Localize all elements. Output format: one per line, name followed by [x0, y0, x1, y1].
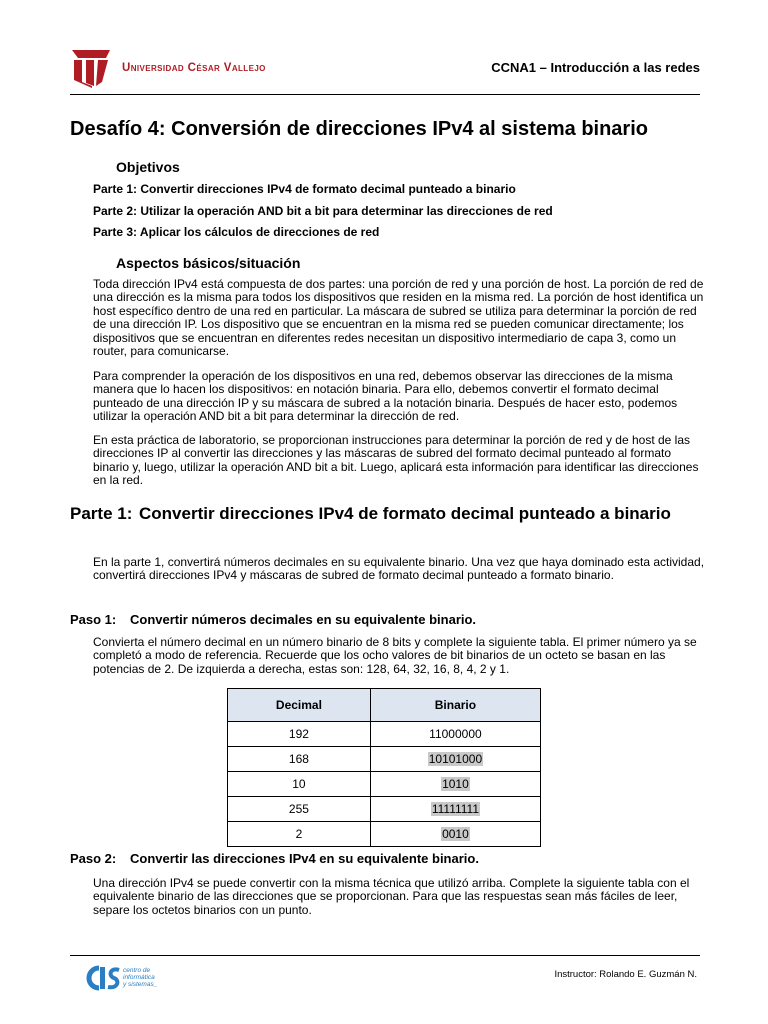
table-row	[228, 797, 541, 822]
aspectos-paragraph: Toda dirección IPv4 está compuesta de dos partes: una porción de red y una porción de host. La porción de red de una dirección es la misma para todos los dispositivos que residen en la misma red. La porción de host identifica un host específico dentro de una red en particular. La máscara de subred se utiliza para determinar la porción de red de una dirección IP. Los dispositivo que se encuentran en la misma red se pueden comunicar directamente; los dispositivos que se encuentran en diferentes redes necesitan un dispositivo intermediario de capa 3, como un router, para comunicarse.	[93, 277, 704, 359]
aspectos-paragraph: En esta práctica de laboratorio, se proporcionan instrucciones para determinar la porción de red y de host de las direcciones IP al convertir las direcciones y las máscaras de subred del formato decimal punteado al formato binario y, luego, utilizar la operación AND bit a bit. Luego, aplicará esta información para identificar las direcciones en la red.	[93, 433, 699, 488]
binary-answer[interactable]: 1010	[442, 777, 469, 791]
cis-line: centro de	[123, 967, 151, 974]
aspectos-paragraph: Para comprender la operación de los dispositivos en una red, debemos observar las direcciones de la misma manera que lo hacen los dispositivos: en notación binaria. Para ello, debemos convertir el formato decimal punteado de una dirección IP y su máscara de subred a la notación binaria. Después de hacer esto, podemos utilizar la operación AND bit a bit para determinar la dirección de red.	[93, 369, 678, 424]
objetivos-heading: Objetivos	[116, 159, 180, 175]
parte1-label: Parte 1:	[70, 504, 133, 523]
binary-value: 11000000	[429, 727, 482, 741]
footer-divider	[70, 955, 700, 956]
paso1-heading	[70, 612, 476, 627]
header-decimal: Decimal	[228, 689, 371, 722]
decimal-cell: 192	[228, 722, 371, 747]
binary-answer[interactable]: 11111111	[431, 802, 479, 816]
paso1-title: Convertir números decimales en su equivalente binario.	[130, 612, 477, 627]
table-row	[228, 722, 541, 747]
objetivo-item: Parte 2: Utilizar la operación AND bit a bit para determinar las direcciones de red	[93, 204, 553, 218]
cis-logo-icon	[86, 965, 122, 991]
instructor-name: Instructor: Rolando E. Guzmán N.	[554, 969, 697, 980]
binary-cell	[370, 747, 540, 772]
parte1-intro: En la parte 1, convertirá números decimales en su equivalente binario. Una vez que haya dominado esta actividad, convertirá direcciones IPv4 y máscaras de subred de formato decimal punteado a formato binario.	[93, 555, 705, 583]
binary-answer[interactable]: 0010	[442, 827, 469, 841]
decimal-cell: 255	[228, 797, 371, 822]
ucv-logo-icon	[70, 46, 114, 88]
paso2-title: Convertir las direcciones IPv4 en su equivalente binario.	[130, 851, 479, 866]
paso2-heading	[70, 851, 479, 866]
cis-line: y sistemas_	[123, 981, 158, 988]
table-row	[228, 747, 541, 772]
decimal-cell: 168	[228, 747, 371, 772]
paso2-text: Una dirección IPv4 se puede convertir con la misma técnica que utilizó arriba. Complete la siguiente tabla con el equivalente binario de las direcciones que se proporcionan. Para que las respuestas sean más fáciles de leer, separe los octetos binarios con un punto.	[93, 876, 690, 917]
cis-line: informática	[123, 974, 155, 981]
course-title: CCNA1 – Introducción a las redes	[491, 60, 700, 75]
paso1-text: Convierta el número decimal en un número binario de 8 bits y complete la siguiente tabla. El primer número ya se completó a modo de referencia. Recuerde que los ocho valores de bit binarios de un octeto se basan en las potencias de 2. De izquierda a derecha, estas son: 128, 64, 32, 16, 8, 4, 2 y 1.	[93, 635, 697, 676]
table-row	[228, 822, 541, 847]
table-header-row	[228, 689, 541, 722]
decimal-cell: 10	[228, 772, 371, 797]
header-binario: Binario	[370, 689, 540, 722]
paso1-label: Paso 1:	[70, 612, 117, 627]
objetivo-item: Parte 3: Aplicar los cálculos de direcciones de red	[93, 225, 380, 239]
university-name: Universidad César Vallejo	[122, 62, 266, 74]
binary-cell	[370, 772, 540, 797]
table-row	[228, 772, 541, 797]
binary-cell	[370, 797, 540, 822]
page-header	[70, 42, 700, 95]
binary-cell	[370, 822, 540, 847]
page-title: Desafío 4: Conversión de direcciones IPv4 al sistema binario	[70, 118, 648, 140]
decimal-cell: 2	[228, 822, 371, 847]
paso2-label: Paso 2:	[70, 851, 117, 866]
parte1-title: Convertir direcciones IPv4 de formato decimal punteado a binario	[139, 504, 671, 523]
conversion-table	[227, 688, 541, 847]
objetivo-item: Parte 1: Convertir direcciones IPv4 de formato decimal punteado a binario	[93, 182, 516, 196]
binary-answer[interactable]: 10101000	[428, 752, 483, 766]
binary-cell	[370, 722, 540, 747]
aspectos-heading: Aspectos básicos/situación	[116, 255, 301, 271]
cis-text	[123, 967, 157, 988]
